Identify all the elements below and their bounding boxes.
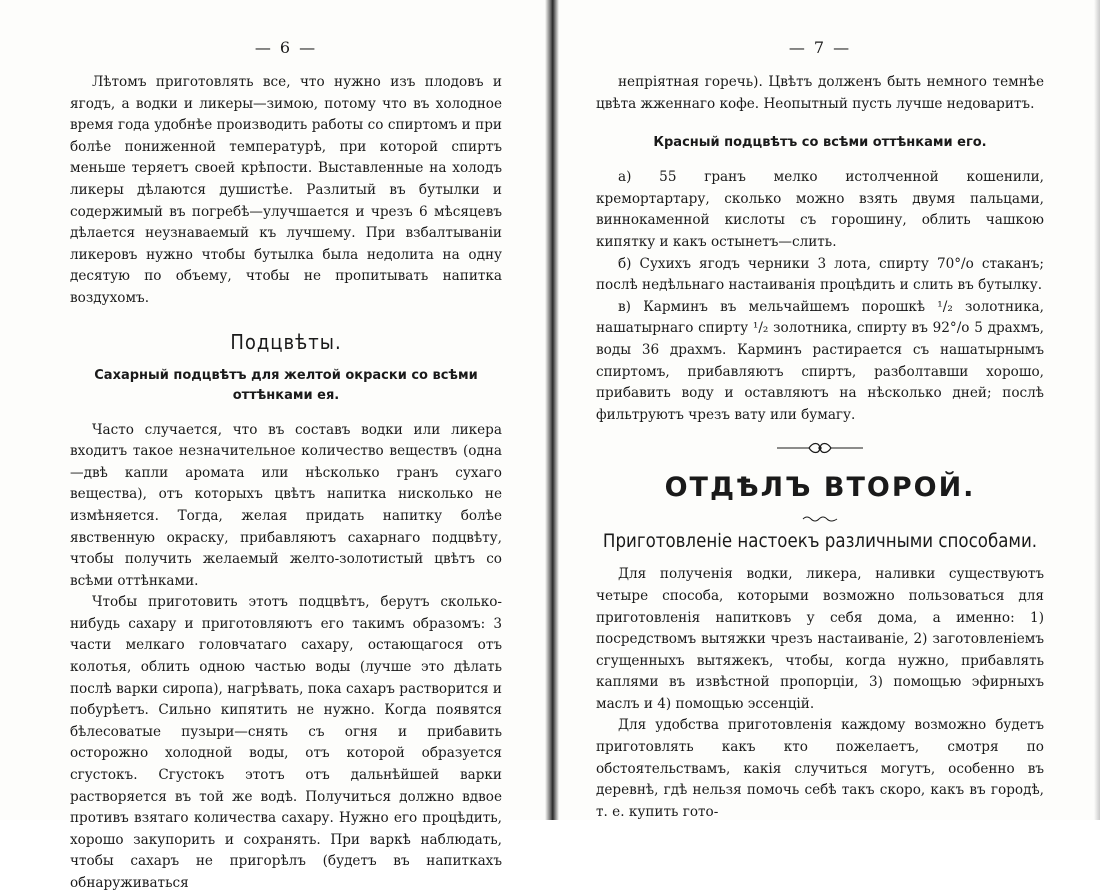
right-page [596, 0, 1044, 820]
intro-paragraph: Лѣтомъ приготовлять все, что нужно изъ плодовъ и ягодъ, а водки и ликеры—зимою, потому что въ холодное время года удобнѣе производить работы со спиртомъ и при болѣе пониженной температурѣ, при которой спиртъ меньше теряетъ своей крѣпости. Выставленные на холодъ ликеры дѣлаются душистѣе. Разлитый въ бутылки и содержимый въ погребѣ—улучшается и чрезъ 6 мѣсяцевъ дѣлается неузнаваемый къ лучшему. При взбалтываніи ликеровъ нужно чтобы бутылка была недолита на одну десятую по объему, чтобы не пропитывать напитка воздухомъ. [70, 74, 502, 306]
continuation-paragraph: непріятная горечь). Цвѣтъ долженъ быть немного темнѣе цвѣта жженнаго кофе. Неопытный пусть лучше недоваритъ. [596, 74, 1044, 112]
section-title: Подцвѣты. [230, 329, 342, 354]
page-number-right: — 7 — [788, 38, 852, 57]
recipe-item-a: а) 55 гранъ мелко истолченной кошенили, кремортартару, сколько можно взять двумя пальцами, виннокаменной кислоты съ горошину, облить чашкою кипятку и какъ остынетъ—слить. [596, 169, 1044, 250]
tilde-divider [596, 509, 1044, 519]
recipe-item-b: б) Сухихъ ягодъ черники 3 лота, спирту 70°/о стаканъ; послѣ недѣльнаго настаиванія процѣдить и слить въ бутылку. [596, 255, 1044, 294]
subsection-title-red-color: Красный подцвѣтъ со всѣми оттѣнками его. [653, 135, 987, 151]
paragraph-2: Для удобства приготовленія каждому возможно будетъ приготовлять какъ кто пожелаетъ, смотря по обстоятельствамъ, какія случиться могутъ, особенно въ деревнѣ, гдѣ нельзя помочь себѣ такъ скоро, какъ въ городѣ, т. е. купить гото- [596, 717, 1044, 820]
subsection-title-sugar-color: Сахарный подцвѣтъ для желтой окраски со всѣми оттѣнками ея. [94, 367, 478, 403]
chapter-title: Приготовленіе настоекъ различными способами. [602, 531, 1038, 553]
page-number-left: — 6 — [254, 38, 318, 57]
page-edge-shadow [1094, 0, 1100, 820]
ornament-divider [596, 440, 1044, 454]
part-title: ОТДѢЛЪ ВТОРОЙ. [664, 472, 976, 504]
left-page [70, 0, 502, 891]
paragraph-1: Для полученія водки, ликера, наливки существуютъ четыре способа, которыми возможно пользоваться для приготовленія напитковъ у себя дома, а именно: 1) посредствомъ вытяжки чрезъ настаиваніе, 2) заготовленіемъ сгущенныхъ вытяжекъ, чтобы, когда нужно, прибавлять каплями въ извѣстной пропорціи, 3) помощью эфирныхъ маслъ и 4) помощью эссенцій. [596, 566, 1044, 712]
paragraph-2: Чтобы приготовить этотъ подцвѣтъ, берутъ сколько-нибудь сахару и приготовляютъ его такимъ образомъ: 3 части мелкаго головчатаго сахару, остающагося отъ колотья, облить одною частью воды (лучше это дѣлать послѣ варки сиропа), нагрѣвать, пока сахаръ растворится и побурѣетъ. Сильно кипятить не нужно. Когда появятся бѣлесоватые пузыри—снять съ огня и прибавить осторожно холодной воды, отъ которой образуется сгустокъ. Сгустокъ этотъ отъ дальнѣйшей варки растворяется въ той же водѣ. Получиться должно вдвое противъ взятаго количества сахару. Нужно его процѣдить, хорошо закупорить и сохранять. При варкѣ наблюдать, чтобы сахаръ не пригорѣлъ (будетъ въ напиткахъ обнаруживаться [70, 594, 502, 891]
recipe-item-c: в) Карминъ въ мельчайшемъ порошкѣ ¹/₂ золотника, нашатырнаго спирту ¹/₂ золотника, спирту въ 92°/о 5 драхмъ, воды 36 драхмъ. Карминъ растирается съ нашатырнымъ спиртомъ, прибавляютъ спиртъ, разболтавши хорошо, прибавить воду и оставляютъ на нѣсколько дней; послѣ фильтруютъ чрезъ вату или бумагу. [596, 298, 1044, 423]
book-gutter [545, 0, 559, 820]
paragraph-1: Часто случается, что въ составъ водки или ликера входитъ такое незначительное количество веществъ (одна—двѣ капли аромата или нѣсколько гранъ сухаго вещества), отъ которыхъ цвѣтъ напитка нисколько не измѣняется. Тогда, желая придать напитку болѣе явственную окраску, прибавляютъ сахарнаго подцвѣту, чтобы получить желаемый желто-золотистый цвѣтъ со всѣми оттѣнками. [70, 421, 502, 589]
